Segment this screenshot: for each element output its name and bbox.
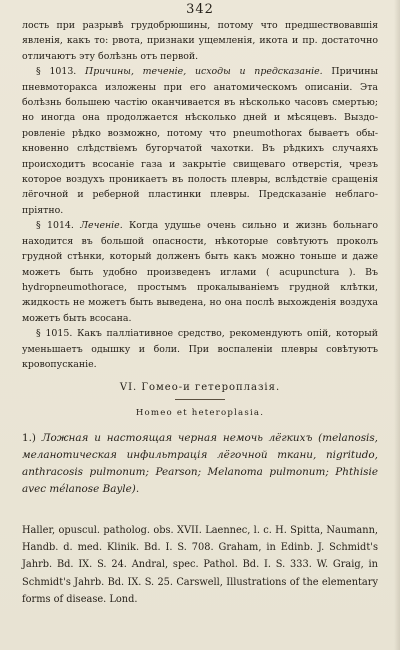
paragraph-1015 [22,326,378,372]
text-1013: Причины пневмоторакса изложены при его анатомическомъ описаніи. Эта болѣзнь большею частію оканчивается въ нѣсколько часовъ смертью; но иногда она продолжается нѣсколько дней и мѣсяцевъ. Выздоровленіе рѣдко возможно, потому что pneumothorax бываетъ обыкновенно слѣдствіемъ бугорчатой чахотки. Въ рѣдкихъ случаяхъ происходитъ всосаніе газа и закрытіе свищеваго отверстія, чрезъ которое воздухъ проникаетъ въ полость плевры, вслѣдствіе сращенія лёгочной и реберной пластинки плевры. Предсказаніе неблагопріятно. [22,66,379,216]
section-number-1015: § 1015. [36,328,73,340]
body-text [22,18,378,372]
paragraph-1014 [22,218,378,326]
item-1-number: 1.) [22,432,36,444]
item-1-text: Ложная и настоящая черная немочь лёгкихъ (melanosis, меланотическая инфильтрація лёгочной ткани, nigritudo, anthracosis pulmonum; Pearson; Melanoma pulmonum; Phthisie avec mélanose Bayle). [22,432,378,495]
page-number: 342 [186,2,214,17]
section-subtitle: Homeo et heteroplasia. [135,408,265,418]
section-number-1014: § 1014. [36,220,74,232]
text-1015: Какъ паллiативное средство, рекомендуютъ опій, который уменьшаетъ одышку и боли. При воспаленіи плевры совѣтуютъ кровопусканіе. [22,328,378,370]
page-edge-shadow [394,0,400,650]
text-1014: Когда удушье очень сильно и жизнь больнаго находится въ большой опасности, нѣкоторые совѣтуютъ проколъ грудной стѣнки, который долженъ быть какъ можно тоньше и даже можетъ быть удобно произведенъ иглами ( acupunctura ). Въ hydropneumothorace, простымъ прокалываніемъ грудной клѣтки, жидкость не можетъ быть выведена, но она послѣ выхожденія воздуха можетъ быть всосана. [22,220,379,324]
section-number-1013: § 1013. [36,66,77,78]
item-1 [22,430,378,498]
paragraph-continued: лость при разрывѣ грудобрюшины, потому что предшествовавшія явленія, какъ то: рвота, признаки ущемленія, икота и пр. достаточно отличаютъ эту болѣзнь отъ первой. [22,20,378,62]
heading-1014: Леченіе. [80,220,123,232]
heading-1013: Причины, теченіе, исходы и предсказаніе. [85,66,323,78]
section-title: VI. Гомео-и гетероплазія. [119,382,281,393]
references: Haller, opuscul. patholog. obs. XVII. Laennec, l. c. H. Spitta, Naumann, Handb. d. med. Klinik. Bd. I. S. 708. Graham, in Edinb. J. Schmidt's Jahrb. Bd. IX. S. 24. Andral, spec. Pathol. Bd. I. S. 333. W. Graig, in Schmidt's Jahrb. Bd. IX. S. 25. Carswell, Illustrations of the elementary forms of disease. Lond. [22,525,378,605]
title-divider [175,399,225,400]
paragraph-1013 [22,64,378,218]
